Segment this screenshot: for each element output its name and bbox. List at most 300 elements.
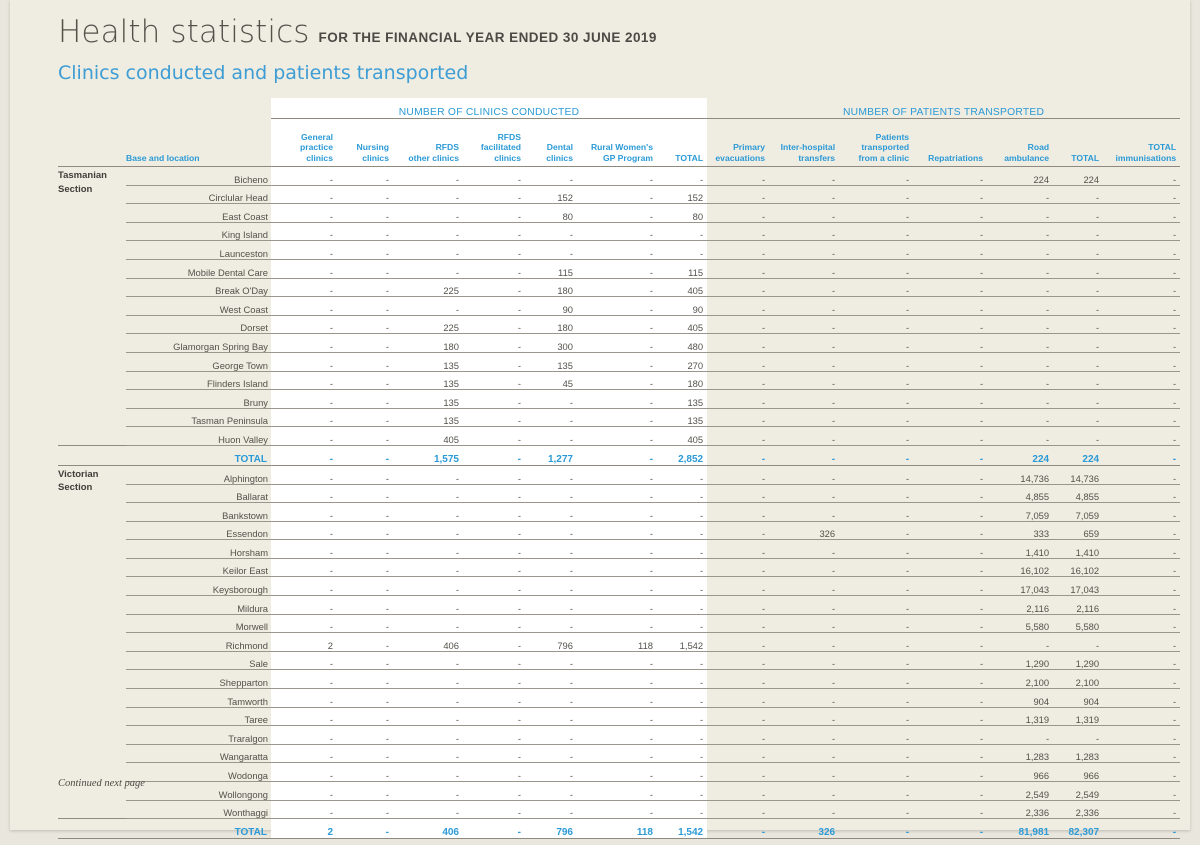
cell-immunisations: - — [1103, 558, 1180, 577]
cell-repat: - — [913, 185, 987, 204]
cell-immunisations: - — [1103, 204, 1180, 223]
cell-inter_hosp: - — [769, 259, 839, 278]
cell-dental: 80 — [525, 204, 577, 223]
cell-primary_evac: - — [707, 408, 769, 427]
cell-nursing: - — [337, 465, 393, 484]
cell-primary_evac: - — [707, 707, 769, 726]
cell-inter_hosp: - — [769, 707, 839, 726]
band-header-row — [58, 98, 1180, 119]
cell-nursing: - — [337, 390, 393, 409]
cell-from_clinic: - — [839, 222, 913, 241]
cell-patients_total: 2,549 — [1053, 782, 1103, 801]
cell-rfds_facil: - — [463, 558, 525, 577]
cell-clinics_total: - — [657, 689, 707, 708]
row-base-location: Morwell — [126, 614, 271, 633]
cell-rfds_other: - — [393, 726, 463, 745]
cell-road: - — [987, 726, 1053, 745]
cell-rfds_facil: - — [463, 633, 525, 652]
cell-rfds_other: - — [393, 521, 463, 540]
cell-rwgp: - — [577, 185, 657, 204]
cell-road: 904 — [987, 689, 1053, 708]
total-cell-repat: - — [913, 445, 987, 465]
row-base-location: Dorset — [126, 315, 271, 334]
table-row — [58, 503, 1180, 522]
total-cell-rwgp: - — [577, 445, 657, 465]
cell-from_clinic: - — [839, 577, 913, 596]
cell-gp: - — [271, 427, 337, 446]
col-header-primary-evacuations: Primary evacuations — [707, 119, 769, 167]
total-row-label: TOTAL — [126, 819, 271, 839]
cell-nursing: - — [337, 744, 393, 763]
cell-immunisations: - — [1103, 540, 1180, 559]
cell-dental: - — [525, 707, 577, 726]
table-row — [58, 408, 1180, 427]
cell-repat: - — [913, 484, 987, 503]
cell-dental: - — [525, 596, 577, 615]
cell-patients_total: 4,855 — [1053, 484, 1103, 503]
table-row — [58, 707, 1180, 726]
cell-nursing: - — [337, 204, 393, 223]
cell-dental: - — [525, 763, 577, 782]
cell-rwgp: - — [577, 278, 657, 297]
col-header-total-immunisations: TOTAL immunisations — [1103, 119, 1180, 167]
cell-nursing: - — [337, 577, 393, 596]
cell-gp: - — [271, 596, 337, 615]
cell-immunisations: - — [1103, 707, 1180, 726]
cell-patients_total: - — [1053, 204, 1103, 223]
cell-road: 1,410 — [987, 540, 1053, 559]
cell-immunisations: - — [1103, 596, 1180, 615]
row-base-location: Essendon — [126, 521, 271, 540]
cell-inter_hosp: 326 — [769, 521, 839, 540]
cell-from_clinic: - — [839, 540, 913, 559]
cell-from_clinic: - — [839, 707, 913, 726]
cell-from_clinic: - — [839, 315, 913, 334]
cell-gp: - — [271, 390, 337, 409]
cell-patients_total: 904 — [1053, 689, 1103, 708]
cell-nursing: - — [337, 558, 393, 577]
total-cell-gp: 2 — [271, 819, 337, 839]
cell-repat: - — [913, 577, 987, 596]
cell-patients_total: - — [1053, 408, 1103, 427]
cell-inter_hosp: - — [769, 763, 839, 782]
cell-rfds_facil: - — [463, 689, 525, 708]
cell-from_clinic: - — [839, 763, 913, 782]
cell-clinics_total: 405 — [657, 315, 707, 334]
total-cell-road: 81,981 — [987, 819, 1053, 839]
total-cell-primary_evac: - — [707, 445, 769, 465]
total-cell-rfds_other: 1,575 — [393, 445, 463, 465]
cell-rfds_other: - — [393, 577, 463, 596]
cell-immunisations: - — [1103, 689, 1180, 708]
row-base-location: Wangaratta — [126, 744, 271, 763]
cell-rwgp: 118 — [577, 633, 657, 652]
cell-nursing: - — [337, 315, 393, 334]
cell-patients_total: - — [1053, 427, 1103, 446]
cell-rfds_facil: - — [463, 352, 525, 371]
total-cell-inter_hosp: 326 — [769, 819, 839, 839]
cell-gp: - — [271, 371, 337, 390]
cell-repat: - — [913, 651, 987, 670]
cell-patients_total: 1,410 — [1053, 540, 1103, 559]
cell-immunisations: - — [1103, 763, 1180, 782]
continued-note: Continued next page — [58, 778, 145, 789]
row-base-location: Ballarat — [126, 484, 271, 503]
cell-repat: - — [913, 204, 987, 223]
cell-gp: - — [271, 503, 337, 522]
cell-nursing: - — [337, 408, 393, 427]
cell-rfds_other: - — [393, 241, 463, 260]
cell-clinics_total: 180 — [657, 371, 707, 390]
col-header-dental-clinics: Dental clinics — [525, 119, 577, 167]
row-base-location: Break O'Day — [126, 278, 271, 297]
cell-rfds_other: - — [393, 465, 463, 484]
cell-repat: - — [913, 315, 987, 334]
cell-primary_evac: - — [707, 297, 769, 316]
cell-dental: 180 — [525, 315, 577, 334]
row-base-location: Launceston — [126, 241, 271, 260]
row-base-location: Glamorgan Spring Bay — [126, 334, 271, 353]
total-cell-clinics_total: 2,852 — [657, 445, 707, 465]
cell-gp: - — [271, 278, 337, 297]
row-base-location: Keysborough — [126, 577, 271, 596]
cell-rfds_other: - — [393, 614, 463, 633]
cell-immunisations: - — [1103, 726, 1180, 745]
cell-inter_hosp: - — [769, 726, 839, 745]
cell-from_clinic: - — [839, 670, 913, 689]
cell-nursing: - — [337, 503, 393, 522]
cell-rwgp: - — [577, 465, 657, 484]
total-cell-repat: - — [913, 819, 987, 839]
cell-rfds_other: - — [393, 222, 463, 241]
section-label: Tasmanian Section — [58, 170, 107, 195]
row-base-location: Traralgon — [126, 726, 271, 745]
cell-clinics_total: - — [657, 484, 707, 503]
cell-road: 1,283 — [987, 744, 1053, 763]
cell-dental: - — [525, 241, 577, 260]
cell-rwgp: - — [577, 763, 657, 782]
total-cell-primary_evac: - — [707, 819, 769, 839]
cell-gp: - — [271, 408, 337, 427]
cell-dental: 45 — [525, 371, 577, 390]
cell-rfds_facil: - — [463, 185, 525, 204]
cell-patients_total: 14,736 — [1053, 465, 1103, 484]
cell-rfds_other: 135 — [393, 352, 463, 371]
cell-rwgp: - — [577, 259, 657, 278]
cell-gp: - — [271, 297, 337, 316]
cell-rfds_facil: - — [463, 596, 525, 615]
cell-gp: - — [271, 558, 337, 577]
cell-inter_hosp: - — [769, 540, 839, 559]
cell-repat: - — [913, 782, 987, 801]
cell-rwgp: - — [577, 521, 657, 540]
cell-nursing: - — [337, 670, 393, 689]
cell-gp: - — [271, 204, 337, 223]
cell-inter_hosp: - — [769, 670, 839, 689]
cell-rfds_other: 406 — [393, 633, 463, 652]
cell-dental: - — [525, 521, 577, 540]
cell-inter_hosp: - — [769, 167, 839, 186]
cell-rwgp: - — [577, 352, 657, 371]
table-row — [58, 763, 1180, 782]
cell-dental: 300 — [525, 334, 577, 353]
cell-gp: - — [271, 185, 337, 204]
cell-rfds_other: - — [393, 596, 463, 615]
cell-rfds_other: - — [393, 670, 463, 689]
cell-rfds_other: - — [393, 689, 463, 708]
band-patients-transported: NUMBER OF PATIENTS TRANSPORTED — [707, 98, 1180, 119]
cell-clinics_total: 152 — [657, 185, 707, 204]
cell-dental: - — [525, 670, 577, 689]
cell-immunisations: - — [1103, 371, 1180, 390]
cell-from_clinic: - — [839, 167, 913, 186]
cell-road: - — [987, 222, 1053, 241]
cell-rfds_facil: - — [463, 278, 525, 297]
cell-rfds_facil: - — [463, 204, 525, 223]
cell-nursing: - — [337, 241, 393, 260]
cell-rwgp: - — [577, 670, 657, 689]
cell-rfds_other: - — [393, 763, 463, 782]
cell-from_clinic: - — [839, 800, 913, 819]
cell-repat: - — [913, 633, 987, 652]
page-title — [58, 14, 657, 50]
cell-nursing: - — [337, 596, 393, 615]
cell-immunisations: - — [1103, 315, 1180, 334]
cell-inter_hosp: - — [769, 614, 839, 633]
total-cell-patients_total: 224 — [1053, 445, 1103, 465]
row-base-location: Circlular Head — [126, 185, 271, 204]
cell-nursing: - — [337, 167, 393, 186]
cell-rfds_facil: - — [463, 315, 525, 334]
cell-rfds_facil: - — [463, 427, 525, 446]
cell-rwgp: - — [577, 334, 657, 353]
cell-gp: - — [271, 577, 337, 596]
cell-rfds_facil: - — [463, 577, 525, 596]
cell-rfds_facil: - — [463, 521, 525, 540]
cell-from_clinic: - — [839, 390, 913, 409]
cell-rfds_facil: - — [463, 167, 525, 186]
cell-rwgp: - — [577, 651, 657, 670]
cell-rfds_facil: - — [463, 651, 525, 670]
cell-gp: - — [271, 707, 337, 726]
row-base-location: Tamworth — [126, 689, 271, 708]
cell-from_clinic: - — [839, 297, 913, 316]
row-base-location: Sale — [126, 651, 271, 670]
cell-primary_evac: - — [707, 726, 769, 745]
cell-repat: - — [913, 297, 987, 316]
table-row — [58, 334, 1180, 353]
total-row-spacer — [58, 819, 126, 839]
cell-dental: - — [525, 782, 577, 801]
cell-nursing: - — [337, 427, 393, 446]
table-row — [58, 315, 1180, 334]
cell-nursing: - — [337, 633, 393, 652]
cell-patients_total: 5,580 — [1053, 614, 1103, 633]
cell-clinics_total: - — [657, 577, 707, 596]
cell-road: 17,043 — [987, 577, 1053, 596]
row-base-location: George Town — [126, 352, 271, 371]
cell-gp: - — [271, 782, 337, 801]
row-base-location: Alphington — [126, 465, 271, 484]
cell-rfds_other: - — [393, 651, 463, 670]
cell-primary_evac: - — [707, 390, 769, 409]
cell-repat: - — [913, 558, 987, 577]
cell-primary_evac: - — [707, 782, 769, 801]
table-row — [58, 465, 1180, 484]
cell-dental: 796 — [525, 633, 577, 652]
cell-clinics_total: - — [657, 707, 707, 726]
cell-gp: - — [271, 334, 337, 353]
cell-rfds_other: 225 — [393, 315, 463, 334]
cell-clinics_total: - — [657, 167, 707, 186]
table-row — [58, 744, 1180, 763]
row-base-location: Flinders Island — [126, 371, 271, 390]
cell-repat: - — [913, 596, 987, 615]
cell-primary_evac: - — [707, 614, 769, 633]
cell-road: - — [987, 427, 1053, 446]
document-page — [10, 0, 1190, 839]
cell-primary_evac: - — [707, 241, 769, 260]
cell-inter_hosp: - — [769, 241, 839, 260]
cell-rfds_facil: - — [463, 782, 525, 801]
cell-rfds_other: - — [393, 484, 463, 503]
cell-inter_hosp: - — [769, 297, 839, 316]
col-header-patients-transported-from-a-clinic: Patients transported from a clinic — [839, 119, 913, 167]
cell-rwgp: - — [577, 782, 657, 801]
cell-from_clinic: - — [839, 408, 913, 427]
cell-rwgp: - — [577, 408, 657, 427]
cell-from_clinic: - — [839, 744, 913, 763]
cell-repat: - — [913, 540, 987, 559]
cell-nursing: - — [337, 651, 393, 670]
cell-rfds_facil: - — [463, 465, 525, 484]
cell-road: 1,290 — [987, 651, 1053, 670]
cell-from_clinic: - — [839, 259, 913, 278]
cell-clinics_total: 135 — [657, 408, 707, 427]
row-base-location: Taree — [126, 707, 271, 726]
cell-from_clinic: - — [839, 503, 913, 522]
cell-nursing: - — [337, 371, 393, 390]
cell-road: - — [987, 204, 1053, 223]
cell-inter_hosp: - — [769, 782, 839, 801]
cell-dental: - — [525, 614, 577, 633]
col-header-road-ambulance: Road ambulance — [987, 119, 1053, 167]
cell-from_clinic: - — [839, 484, 913, 503]
cell-rfds_facil: - — [463, 503, 525, 522]
section-heading: Clinics conducted and patients transported — [58, 62, 469, 84]
cell-road: - — [987, 241, 1053, 260]
section-total-row — [58, 445, 1180, 465]
table-row — [58, 614, 1180, 633]
cell-road: - — [987, 315, 1053, 334]
cell-repat: - — [913, 503, 987, 522]
cell-primary_evac: - — [707, 465, 769, 484]
cell-repat: - — [913, 614, 987, 633]
cell-clinics_total: - — [657, 800, 707, 819]
cell-rfds_other: - — [393, 782, 463, 801]
band-spacer — [58, 98, 271, 119]
total-cell-clinics_total: 1,542 — [657, 819, 707, 839]
cell-dental: - — [525, 465, 577, 484]
row-base-location: West Coast — [126, 297, 271, 316]
cell-repat: - — [913, 278, 987, 297]
cell-rfds_facil: - — [463, 371, 525, 390]
cell-patients_total: - — [1053, 633, 1103, 652]
cell-patients_total: - — [1053, 390, 1103, 409]
cell-nursing: - — [337, 707, 393, 726]
cell-nursing: - — [337, 521, 393, 540]
cell-road: - — [987, 259, 1053, 278]
cell-rfds_facil: - — [463, 744, 525, 763]
total-cell-gp: - — [271, 445, 337, 465]
cell-dental: 152 — [525, 185, 577, 204]
cell-patients_total: 16,102 — [1053, 558, 1103, 577]
table-row — [58, 297, 1180, 316]
cell-gp: - — [271, 521, 337, 540]
total-cell-immunisations: - — [1103, 445, 1180, 465]
cell-dental: - — [525, 558, 577, 577]
cell-dental: - — [525, 577, 577, 596]
col-header-nursing-clinics: Nursing clinics — [337, 119, 393, 167]
cell-road: 2,100 — [987, 670, 1053, 689]
cell-patients_total: 659 — [1053, 521, 1103, 540]
cell-repat: - — [913, 408, 987, 427]
cell-from_clinic: - — [839, 334, 913, 353]
cell-primary_evac: - — [707, 315, 769, 334]
cell-patients_total: - — [1053, 371, 1103, 390]
cell-clinics_total: - — [657, 651, 707, 670]
cell-gp: - — [271, 484, 337, 503]
cell-clinics_total: 405 — [657, 278, 707, 297]
cell-primary_evac: - — [707, 185, 769, 204]
cell-inter_hosp: - — [769, 503, 839, 522]
cell-repat: - — [913, 241, 987, 260]
col-header-inter-hospital-transfers: Inter-hospital transfers — [769, 119, 839, 167]
cell-inter_hosp: - — [769, 744, 839, 763]
cell-rfds_other: - — [393, 540, 463, 559]
row-base-location: East Coast — [126, 204, 271, 223]
cell-from_clinic: - — [839, 352, 913, 371]
row-base-location: Mildura — [126, 596, 271, 615]
total-cell-immunisations: - — [1103, 819, 1180, 839]
cell-gp: - — [271, 689, 337, 708]
cell-road: 2,549 — [987, 782, 1053, 801]
cell-patients_total: 2,100 — [1053, 670, 1103, 689]
row-base-location: Shepparton — [126, 670, 271, 689]
total-cell-rfds_facil: - — [463, 445, 525, 465]
cell-clinics_total: - — [657, 222, 707, 241]
total-cell-nursing: - — [337, 445, 393, 465]
cell-gp: - — [271, 540, 337, 559]
cell-primary_evac: - — [707, 670, 769, 689]
cell-primary_evac: - — [707, 259, 769, 278]
cell-road: 2,336 — [987, 800, 1053, 819]
cell-gp: - — [271, 614, 337, 633]
cell-repat: - — [913, 521, 987, 540]
cell-inter_hosp: - — [769, 371, 839, 390]
cell-clinics_total: 480 — [657, 334, 707, 353]
statistics-table-container — [58, 98, 1177, 839]
cell-rwgp: - — [577, 707, 657, 726]
cell-immunisations: - — [1103, 241, 1180, 260]
table-row — [58, 782, 1180, 801]
cell-immunisations: - — [1103, 521, 1180, 540]
cell-road: - — [987, 633, 1053, 652]
row-base-location: Wonthaggi — [126, 800, 271, 819]
cell-from_clinic: - — [839, 558, 913, 577]
cell-clinics_total: 115 — [657, 259, 707, 278]
cell-road: 16,102 — [987, 558, 1053, 577]
